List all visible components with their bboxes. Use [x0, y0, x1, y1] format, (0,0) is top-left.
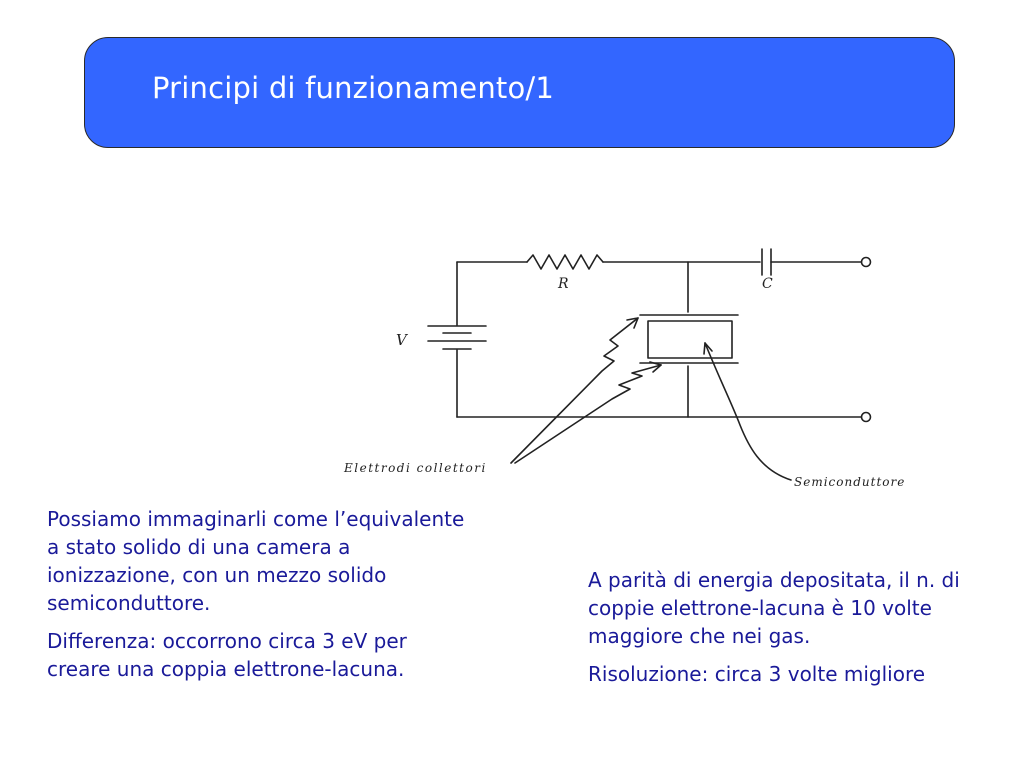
label-v: V: [396, 331, 407, 349]
label-semiconductor: Semiconduttore: [794, 475, 906, 489]
left-text-block: [47, 505, 467, 693]
semiconductor-block: [648, 321, 732, 358]
label-r: R: [558, 276, 569, 292]
terminal-bottom: [862, 413, 871, 422]
right-text-block: [588, 566, 1008, 698]
right-paragraph-1: A parità di energia depositata, il n. di coppie elettrone-lacuna è 10 volte maggiore che nei gas.: [588, 568, 960, 648]
terminal-top: [862, 258, 871, 267]
label-c: C: [762, 276, 773, 292]
label-electrodes: Elettrodi collettori: [344, 461, 487, 475]
arrow-electrode-top: [511, 318, 638, 463]
resistor-symbol: [527, 255, 603, 269]
arrow-electrode-bottom: [515, 365, 661, 463]
left-paragraph-1: Possiamo immaginarli come l’equivalente a stato solido di una camera a ionizzazione, con un mezzo solido semiconduttore.: [47, 507, 465, 615]
left-paragraph-2: Differenza: occorrono circa 3 eV per creare una coppia elettrone-lacuna.: [47, 629, 407, 681]
slide-title: Principi di funzionamento/1: [152, 71, 555, 105]
right-paragraph-2: Risoluzione: circa 3 volte migliore: [588, 662, 926, 686]
